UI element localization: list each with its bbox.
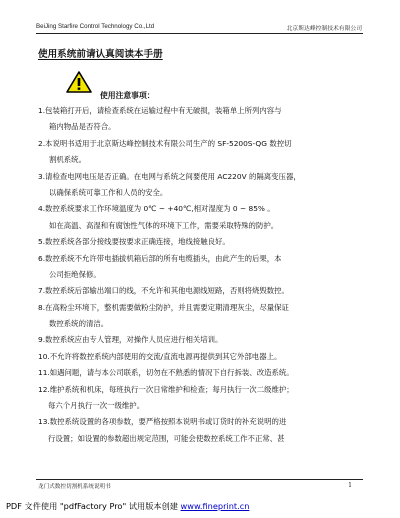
list-line: 每六个月执行一次一级维护。	[48, 401, 145, 411]
list-line: 以确保系统可靠工作和人员的安全。	[49, 187, 168, 197]
page-title: 使用系统前请认真阅读本手册	[38, 49, 163, 60]
header-company-cn: 北京斯达峰控制技术有限公司	[286, 26, 362, 32]
list-line: 3.请检查电网电压是否正确。在电网与系统之间要使用 AC220V 的隔离变压器，	[38, 171, 301, 181]
list-line: 13.数控系统设置的各项参数，要严格按照本说明书或订货时的补充说明的进	[38, 417, 287, 427]
list-line: 箱内物品是否符合。	[49, 122, 116, 132]
notice-heading: 使用注意事项：	[100, 91, 155, 100]
warning-icon	[66, 71, 92, 93]
list-line: 11.如遇问题，请与本公司联系，切勿在不熟悉的情况下自行拆装、改造系统。	[38, 368, 294, 378]
list-line: 1.包装箱打开后，请检查系统在运输过程中有无破损，装箱单上所列内容与	[38, 106, 282, 115]
fineprint-link[interactable]: www.fineprint.cn	[180, 501, 250, 511]
list-line: 数控系统的清洁。	[49, 319, 109, 329]
header-rule	[36, 33, 363, 34]
page-number: 1	[348, 482, 352, 489]
list-line: 2.本说明书适用于北京斯达峰控制技术有限公司生产的 SF-5200S-QG 数控切	[38, 138, 292, 148]
list-line: 8.在高粉尘环境下，整机需要做粉尘防护，并且需要定期清理灰尘，尽量保证	[38, 302, 289, 312]
list-line: 割机系统。	[49, 155, 86, 165]
list-line: 行设置；如设置的参数超出规定范围，可能会使数控系统工作不正常、甚	[48, 433, 285, 443]
list-line: 公司拒绝保修。	[49, 269, 101, 279]
list-line: 12.维护系统和机床，每班执行一次日常维护和检查；每月执行一次二级维护；	[38, 384, 294, 394]
list-line: 6.数控系统不允许带电插拔机箱后部的所有电缆插头，由此产生的后果，本	[38, 253, 282, 263]
list-line: 7.数控系统后部输出端口的线，不允许和其他电源线短路，否则将烧毁数控。	[38, 286, 289, 296]
pdf-note-text: PDF 文件使用 "pdfFactory Pro" 试用版本创建	[6, 501, 181, 511]
footer-rule	[36, 479, 363, 480]
header-company-en: BeiJing Starfire Control Technology Co.,Ltd	[36, 23, 155, 30]
list-line: 4.数控系统要求工作环境温度为 0℃ ~ +40℃,相对湿度为 0 ~ 85% 。	[38, 204, 275, 214]
pdf-watermark-note	[6, 501, 249, 512]
footer-manual-name: 龙门式数控切割机系统说明书	[38, 484, 111, 490]
list-line: 10.不允许将数控系统内部使用的交流/直流电源再提供到其它外部电器上。	[38, 351, 282, 361]
list-line: 9.数控系统应由专人管理，对操作人员应进行相关培训。	[38, 335, 223, 345]
list-line: 5.数控系统各部分接线要按要求正确连接，地线接触良好。	[38, 237, 230, 247]
list-line: 如在高温、高湿和有腐蚀性气体的环境下工作，需要采取特殊的防护。	[49, 220, 279, 230]
notice-list	[38, 103, 364, 447]
